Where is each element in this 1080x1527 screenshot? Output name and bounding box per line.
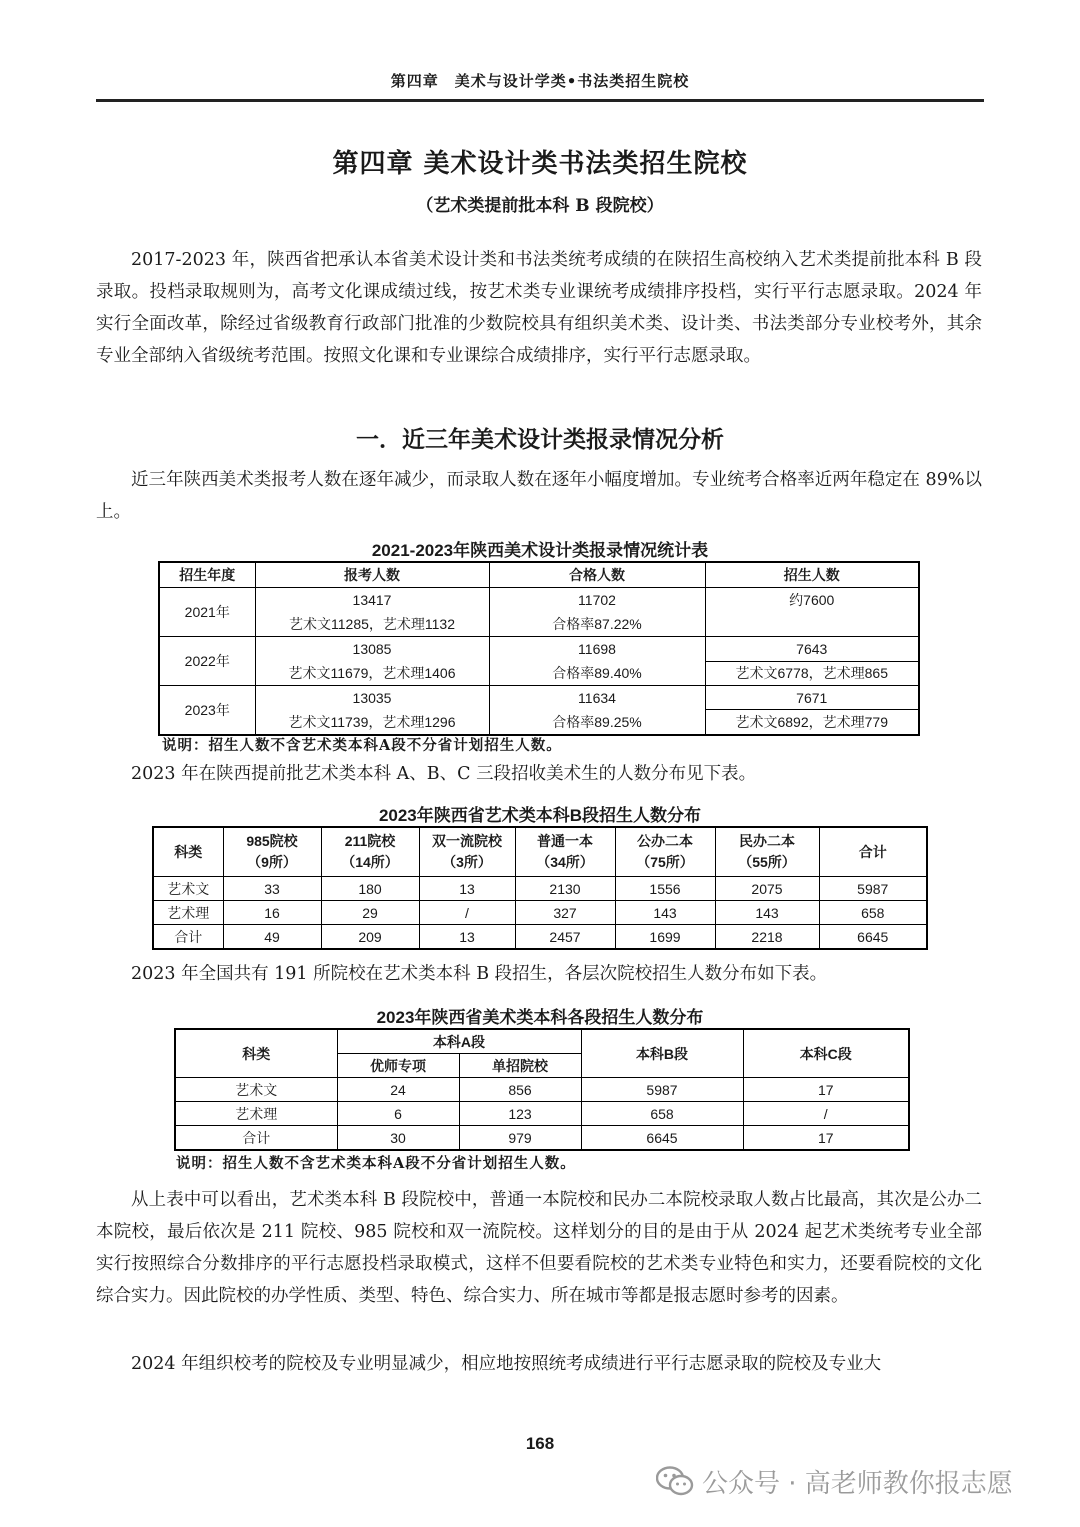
- table3-cell: 24: [337, 1078, 459, 1102]
- table3-intro: 2023 年全国共有 191 所院校在艺术类本科 B 段招生，各层次院校招生人数分布如下表。: [131, 964, 828, 984]
- table3-caption: 2023年陕西省美术类本科各段招生人数分布: [376, 1008, 704, 1027]
- table1-header-cell: 合格人数: [489, 562, 705, 588]
- table2-cell: /: [419, 901, 515, 925]
- table2-header-line1: 公办二本: [637, 833, 693, 849]
- table1-header-row: [159, 562, 919, 588]
- table2-cell: 13: [419, 877, 515, 901]
- table3-row-label: 合计: [175, 1126, 337, 1151]
- table2-row: [153, 925, 927, 950]
- table3-row: [175, 1102, 909, 1126]
- table1-row: [159, 637, 919, 662]
- table3-row-label: 艺术理: [175, 1102, 337, 1126]
- table3-header-seg-b: 本科B段: [581, 1029, 743, 1078]
- chapter-title: 第四章 美术设计类书法类招生院校: [332, 149, 748, 179]
- table2-cell: 33: [223, 877, 321, 901]
- table3: [174, 1028, 910, 1151]
- table1-applicants-split: 艺术文11285，艺术理1132: [289, 616, 455, 632]
- table1-admitted: 7643: [705, 637, 919, 662]
- table2-header-line2: （14所）: [341, 854, 399, 870]
- table1-passed: [489, 637, 705, 686]
- table3-header-seg-a-sub2: 单招院校: [459, 1054, 581, 1078]
- table2-header-cell: [223, 827, 321, 877]
- running-head: 第四章 美术与设计学类•书法类招生院校: [390, 72, 690, 90]
- table1-applicants-split: 艺术文11679，艺术理1406: [288, 665, 456, 681]
- table3-cell: 6: [337, 1102, 459, 1126]
- table1-header-cell: 招生年度: [159, 562, 255, 588]
- table2-intro: 2023 年在陕西提前批艺术类本科 A、B、C 三段招收美术生的人数分布见下表。: [131, 764, 757, 784]
- table2-header-row: [153, 827, 927, 877]
- table3-cell: 856: [459, 1078, 581, 1102]
- table2-header-cell: [515, 827, 615, 877]
- table3-cell: 123: [459, 1102, 581, 1126]
- table1-note: 说明：招生人数不含艺术类本科A段不分省计划招生人数。: [162, 737, 562, 754]
- table1-passed-total: 11698: [578, 641, 616, 657]
- table2-cell: 5987: [819, 877, 927, 901]
- table1-pass-rate: 合格率89.40%: [552, 665, 642, 681]
- table2-header-cell: [419, 827, 515, 877]
- header-rule: [96, 99, 984, 102]
- table3-header-subject: 科类: [175, 1029, 337, 1078]
- table2-header-line2: （75所）: [636, 854, 694, 870]
- watermark: [656, 1461, 1013, 1501]
- table2-header-line1: 民办二本: [739, 833, 795, 849]
- table1-year: 2023年: [159, 686, 255, 736]
- table3-row: [175, 1126, 909, 1151]
- table2-row: [153, 901, 927, 925]
- table2-cell: 49: [223, 925, 321, 950]
- chapter-subtitle: （艺术类提前批本科 B 段院校）: [416, 196, 664, 216]
- table2-cell: 1699: [615, 925, 715, 950]
- table3-cell: 17: [743, 1126, 909, 1151]
- table1: [158, 561, 920, 736]
- table2-header-line1: 合计: [858, 843, 887, 860]
- table2-header-cell: [321, 827, 419, 877]
- table3-cell: /: [743, 1102, 909, 1126]
- table1-applicants-total: 13085: [352, 641, 392, 657]
- table3-note: 说明：招生人数不含艺术类本科A段不分省计划招生人数。: [176, 1155, 576, 1172]
- table2-caption: 2023年陕西省艺术类本科B段招生人数分布: [378, 806, 702, 825]
- table3-row-label: 艺术文: [175, 1078, 337, 1102]
- table3-header-seg-a-sub1: 优师专项: [337, 1054, 459, 1078]
- table2-cell: 16: [223, 901, 321, 925]
- table2-header-cell: [819, 827, 927, 877]
- table3-row: [175, 1078, 909, 1102]
- table1-applicants-split: 艺术文11739，艺术理1296: [288, 714, 456, 730]
- last-line: 2024 年组织校考的院校及专业明显减少，相应地按照统考成绩进行平行志愿录取的院校及专业大: [131, 1354, 882, 1374]
- table2-header-line1: 普通一本: [537, 833, 593, 849]
- table3-cell: 5987: [581, 1078, 743, 1102]
- table2-header-line2: （3所）: [442, 854, 492, 870]
- table1-applicants: [255, 686, 489, 736]
- table2-header-line1: 211院校: [344, 833, 396, 849]
- table1-admitted: 约7600: [705, 588, 919, 637]
- table1-header-cell: 招生人数: [705, 562, 919, 588]
- table1-passed-total: 11634: [578, 690, 616, 706]
- table1-year: 2021年: [159, 588, 255, 637]
- table2-cell: 13: [419, 925, 515, 950]
- table2-cell: 2218: [715, 925, 819, 950]
- page-number: 168: [525, 1434, 555, 1453]
- table3-cell: 658: [581, 1102, 743, 1126]
- table2-cell: 143: [615, 901, 715, 925]
- table2-header-cell: [615, 827, 715, 877]
- analysis-paragraph: 从上表中可以看出，艺术类本科 B 段院校中，普通一本院校和民办二本院校录取人数占比最高，其次是公办二本院校，最后依次是 211 院校、985 院校和双一流院校。这样划分的目的是由于从 2024 起艺术类统考专业全部实行按照综合分数排序的平行志愿投档录取模式，这样不但要看院校的艺术类专业特色和实力，还要看院校的文化综合实力。因此院校的办学性质、类型、特色、综合实力、所在城市等都是报志愿时参考的因素。: [96, 1190, 982, 1306]
- table2-cell: 2457: [515, 925, 615, 950]
- table2-cell: 180: [321, 877, 419, 901]
- section-paragraph: 近三年陕西美术类报考人数在逐年减少，而录取人数在逐年小幅度增加。专业统考合格率近两年稳定在 89%以上。: [96, 470, 982, 522]
- table2-cell: 1556: [615, 877, 715, 901]
- watermark-text: 公众号 · 高老师教你报志愿: [702, 1468, 1013, 1499]
- table2-header-line2: （34所）: [536, 854, 594, 870]
- table2-cell: 29: [321, 901, 419, 925]
- table2-cell: 2075: [715, 877, 819, 901]
- table3-header-row: [175, 1029, 909, 1054]
- table1-applicants: [255, 637, 489, 686]
- table3-header-seg-c: 本科C段: [743, 1029, 909, 1078]
- table1-admitted: 7671: [705, 686, 919, 710]
- table2-cell: 143: [715, 901, 819, 925]
- table2-header-line1: 双一流院校: [432, 833, 502, 849]
- table1-row: [159, 588, 919, 637]
- table2-cell: 2130: [515, 877, 615, 901]
- section-title: 一．近三年美术设计类报录情况分析: [356, 426, 724, 453]
- wechat-icon: [656, 1466, 694, 1496]
- table2-header-cell: [715, 827, 819, 877]
- table1-passed: [489, 588, 705, 637]
- table1-applicants: [255, 588, 489, 637]
- table1-year: 2022年: [159, 637, 255, 686]
- table2-header-line1: 科类: [174, 843, 203, 860]
- table2-cell: 327: [515, 901, 615, 925]
- table3-cell: 17: [743, 1078, 909, 1102]
- table2-header-line1: 985院校: [246, 833, 298, 849]
- table2-row-label: 艺术理: [153, 901, 223, 925]
- table1-admitted-split: 艺术文6778，艺术理865: [705, 661, 919, 686]
- table1-header-cell: 报考人数: [255, 562, 489, 588]
- table2-row-label: 合计: [153, 925, 223, 950]
- table2: [152, 826, 928, 950]
- table2-cell: 209: [321, 925, 419, 950]
- table2-header-line2: （9所）: [247, 854, 297, 870]
- table3-header-seg-a: 本科A段: [337, 1029, 581, 1054]
- table1-admitted-split: 艺术文6892，艺术理779: [705, 710, 919, 735]
- table1-pass-rate: 合格率89.25%: [552, 714, 642, 730]
- table3-cell: 30: [337, 1126, 459, 1151]
- table2-row-label: 艺术文: [153, 877, 223, 901]
- table2-header-line2: （55所）: [738, 854, 796, 870]
- table1-passed-total: 11702: [578, 592, 616, 608]
- table2-cell: 6645: [819, 925, 927, 950]
- table2-row: [153, 877, 927, 901]
- table3-cell: 979: [459, 1126, 581, 1151]
- table1-applicants-total: 13035: [352, 690, 392, 706]
- table1-passed: [489, 686, 705, 736]
- table1-pass-rate: 合格率87.22%: [552, 616, 642, 632]
- table1-applicants-total: 13417: [352, 592, 392, 608]
- table2-cell: 658: [819, 901, 927, 925]
- table1-row: [159, 686, 919, 710]
- intro-paragraph: 2017-2023 年，陕西省把承认本省美术设计类和书法类统考成绩的在陕招生高校纳入艺术类提前批本科 B 段录取。投档录取规则为，高考文化课成绩过线，按艺术类专业课统考成绩排序投档，实行平行志愿录取。2024 年实行全面改革，除经过省级教育行政部门批准的少数院校具有组织美术类、设计类、书法类部分专业校考外，其余专业全部纳入省级统考范围。按照文化课和专业课综合成绩排序，实行平行志愿录取。: [96, 250, 982, 366]
- table3-cell: 6645: [581, 1126, 743, 1151]
- table1-caption: 2021-2023年陕西美术设计类报录情况统计表: [371, 541, 709, 560]
- table2-header-cell: [153, 827, 223, 877]
